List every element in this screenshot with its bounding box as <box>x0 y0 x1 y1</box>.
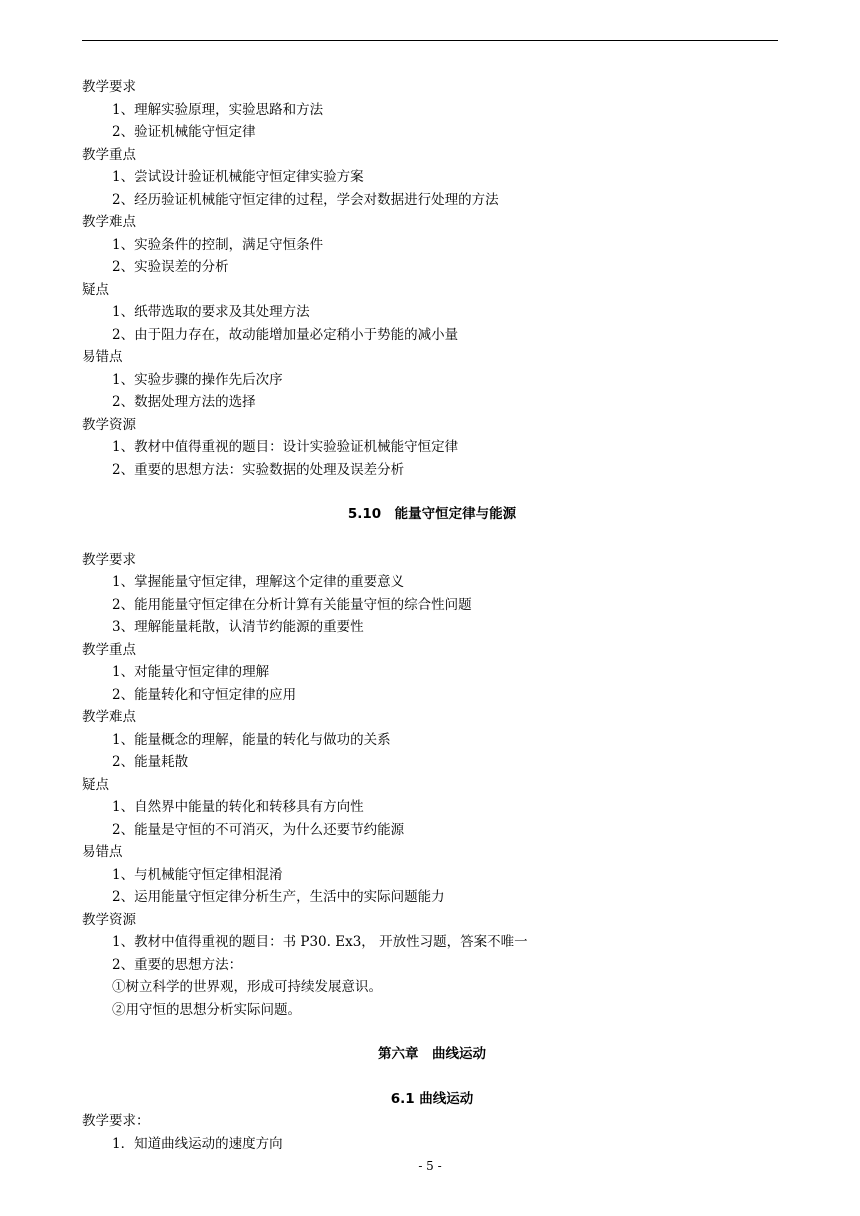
outline-heading: 教学要求 <box>82 79 136 95</box>
outline-item: 2、重要的思想方法： <box>112 956 243 973</box>
document-body <box>82 76 782 1155</box>
header-rule <box>82 40 778 41</box>
outline-item: 2、数据处理方法的选择 <box>112 394 256 410</box>
outline-item: 2、能量是守恒的不可消灭，为什么还要节约能源 <box>112 821 405 838</box>
outline-item: ①树立科学的世界观，形成可持续发展意识。 <box>112 979 382 995</box>
outline-item: 2、经历验证机械能守恒定律的过程，学会对数据进行处理的方法 <box>112 191 499 208</box>
outline-item: 1、掌握能量守恒定律，理解这个定律的重要意义 <box>112 574 405 590</box>
outline-heading: 教学要求： <box>82 1113 150 1129</box>
outline-heading: 教学重点 <box>82 146 136 163</box>
outline-item: 1、与机械能守恒定律相混淆 <box>112 866 283 883</box>
outline-item: 1、对能量守恒定律的理解 <box>112 664 270 680</box>
section-title-5-10: 5.10 能量守恒定律与能源 <box>347 506 517 522</box>
outline-item: 3、理解能量耗散，认清节约能源的重要性 <box>112 619 364 635</box>
section-title-6-1: 6.1 曲线运动 <box>390 1090 474 1107</box>
outline-item: 1、尝试设计验证机械能守恒定律实验方案 <box>112 169 364 185</box>
outline-item: 1、教材中值得重视的题目：书 P30. Ex3， 开放性习题，答案不唯一 <box>112 934 528 950</box>
outline-heading: 易错点 <box>82 349 123 365</box>
chapter-title: 第六章 曲线运动 <box>378 1046 486 1062</box>
outline-heading: 教学难点 <box>82 709 136 725</box>
outline-item: 2、能量转化和守恒定律的应用 <box>112 686 297 703</box>
outline-heading: 教学难点 <box>82 214 136 230</box>
outline-item: ②用守恒的思想分析实际问题。 <box>112 1001 301 1018</box>
outline-item: 1、实验步骤的操作先后次序 <box>112 371 283 388</box>
section-5-9-outline <box>82 76 782 481</box>
page-number: - 5 - <box>418 1159 442 1173</box>
outline-item: 1、纸带选取的要求及其处理方法 <box>112 304 310 320</box>
outline-item: 2、由于阻力存在，故动能增加量必定稍小于势能的减小量 <box>112 326 459 343</box>
outline-item: 1、能量概念的理解，能量的转化与做功的关系 <box>112 731 391 748</box>
outline-heading: 疑点 <box>82 281 109 298</box>
outline-heading: 教学重点 <box>82 641 136 658</box>
outline-item: 1．知道曲线运动的速度方向 <box>112 1135 283 1152</box>
section-6-1-outline <box>82 1110 782 1155</box>
outline-heading: 易错点 <box>82 844 123 860</box>
outline-item: 1、教材中值得重视的题目：设计实验验证机械能守恒定律 <box>112 439 459 455</box>
outline-item: 1、实验条件的控制，满足守恒条件 <box>112 236 324 253</box>
outline-item: 1、理解实验原理，实验思路和方法 <box>112 101 324 118</box>
section-5-10-outline <box>82 549 782 1022</box>
outline-item: 2、能量耗散 <box>112 754 189 770</box>
outline-item: 2、运用能量守恒定律分析生产，生活中的实际问题能力 <box>112 889 445 905</box>
outline-item: 2、重要的思想方法：实验数据的处理及误差分析 <box>112 461 405 478</box>
outline-heading: 教学资源 <box>82 416 136 433</box>
outline-heading: 疑点 <box>82 776 109 793</box>
outline-item: 2、实验误差的分析 <box>112 259 229 275</box>
outline-item: 2、能用能量守恒定律在分析计算有关能量守恒的综合性问题 <box>112 596 472 613</box>
outline-heading: 教学要求 <box>82 551 136 568</box>
outline-item: 1、自然界中能量的转化和转移具有方向性 <box>112 799 364 815</box>
outline-heading: 教学资源 <box>82 911 136 928</box>
outline-item: 2、验证机械能守恒定律 <box>112 124 256 140</box>
